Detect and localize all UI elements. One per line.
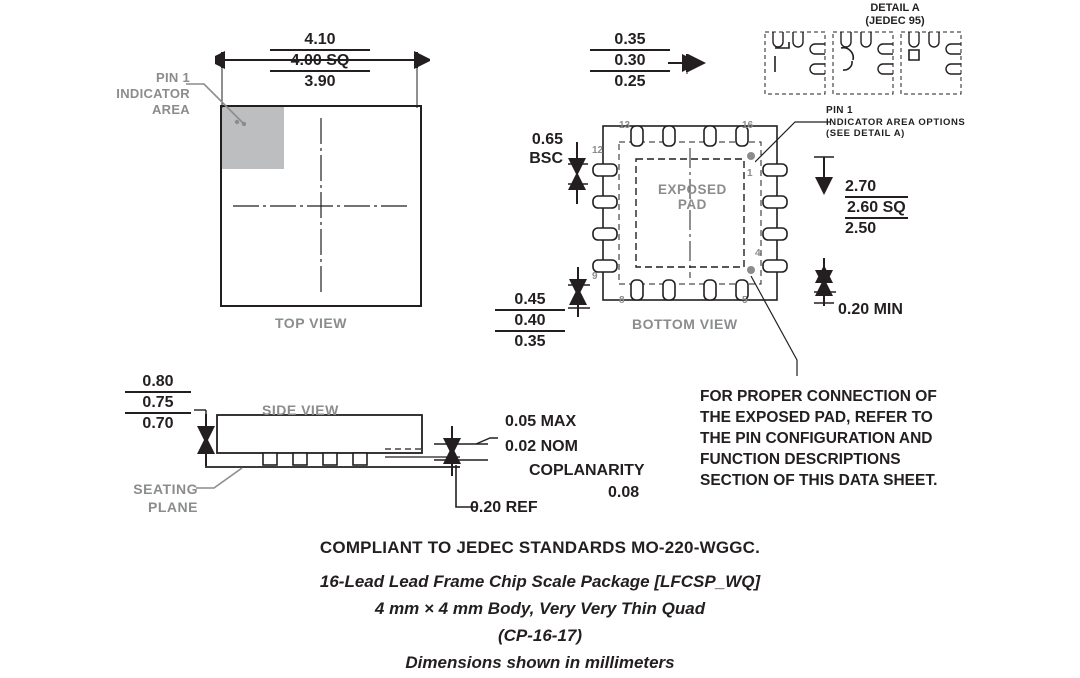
lead-thickness-dimension: 0.20 REF [470,499,538,516]
standoff-max: 0.05 MAX [505,413,577,430]
pitch-arrows [566,138,588,208]
pin1-leader-line [186,78,256,133]
detail-a-title: DETAIL A (JEDEC 95) [865,2,925,27]
pin1-indicator-area-label: PIN 1 INDICATOR AREA [116,70,190,117]
top-view-drawing [215,100,430,322]
bottom-view-label: BOTTOM VIEW [632,316,738,332]
exposed-pad-nom: 2.60 SQ [845,196,908,219]
exposed-pad-label [658,182,727,212]
caption-block [0,538,1080,676]
coplanarity-value: 0.08 [608,484,640,501]
body-size-nom: 4.00 SQ [270,49,370,72]
height-dimension [125,372,191,433]
standoff-nom: 0.02 NOM [505,438,578,455]
seating-plane-label: SEATING PLANE [133,481,198,515]
caption-compliance: COMPLIANT TO JEDEC STANDARDS MO-220-WGGC. [319,538,761,557]
pitch-dimension [505,130,563,168]
detail-a-pin1-label: PIN 1 [826,105,854,116]
height-max: 0.80 [142,373,174,390]
lead-width-min: 0.25 [614,73,646,90]
lead-length-min: 0.35 [514,333,546,350]
pin-number-8: 8 [619,295,625,306]
seating-plane-leader [196,462,256,494]
exposed-pad-label-line1: EXPOSED [658,182,727,197]
lead-length-arrows [566,265,590,319]
pin-number-1: 1 [747,168,753,179]
body-size-min: 3.90 [304,73,336,90]
exposed-pad-min: 2.50 [845,220,877,237]
exposed-pad-note-line-5: SECTION OF THIS DATA SHEET. [700,472,938,489]
lead-length-nom: 0.40 [495,309,565,332]
lead-width-dimension [590,30,670,91]
caption-line-2: 4 mm × 4 mm Body, Very Very Thin Quad [374,599,706,618]
pad-clearance-arrows [812,258,836,308]
exposed-pad-max: 2.70 [845,178,877,195]
pin-number-12: 12 [592,145,604,156]
exposed-pad-note [700,386,937,491]
side-view-label: SIDE VIEW [262,402,339,418]
lead-width-nom: 0.30 [590,49,670,72]
pin-number-16: 16 [742,120,754,131]
body-size-max: 4.10 [304,31,336,48]
pin-number-4: 4 [755,248,761,259]
exposed-pad-note-line-2: THE EXPOSED PAD, REFER TO [700,409,933,426]
lead-length-max: 0.45 [514,291,546,308]
caption-line-3: (CP-16-17) [497,626,583,645]
detail-a-options-line1: INDICATOR AREA OPTIONS [826,117,966,128]
height-min: 0.70 [142,415,174,432]
lead-width-arrows [668,52,708,74]
exposed-pad-note-line-1: FOR PROPER CONNECTION OF [700,388,937,405]
lead-length-dimension [495,290,565,351]
exposed-pad-note-line-3: THE PIN CONFIGURATION AND [700,430,933,447]
exposed-pad-dimension [845,177,945,238]
pitch-value: 0.65 [531,131,563,148]
pad-clearance-dimension: 0.20 MIN [838,301,903,318]
top-view-label: TOP VIEW [275,315,347,331]
pin-number-9: 9 [592,271,598,282]
exposed-pad-label-line2: PAD [677,197,707,212]
caption-line-1: 16-Lead Lead Frame Chip Scale Package [LFCSP_WQ] [319,572,761,591]
pin-number-13: 13 [619,120,631,131]
lead-width-max: 0.35 [614,31,646,48]
exposed-pad-note-line-4: FUNCTION DESCRIPTIONS [700,451,901,468]
exposed-pad-note-leader [745,272,805,382]
detail-a-options-line2: (SEE DETAIL A) [826,128,905,139]
caption-line-4: Dimensions shown in millimeters [405,653,675,672]
pin-number-5: 5 [742,295,748,306]
coplanarity-label: COPLANARITY [529,462,645,479]
body-size-dimension [270,30,370,91]
detail-a-leader [755,118,835,176]
height-nom: 0.75 [125,391,191,414]
pitch-unit: BSC [529,150,563,167]
detail-a-options [763,30,963,98]
